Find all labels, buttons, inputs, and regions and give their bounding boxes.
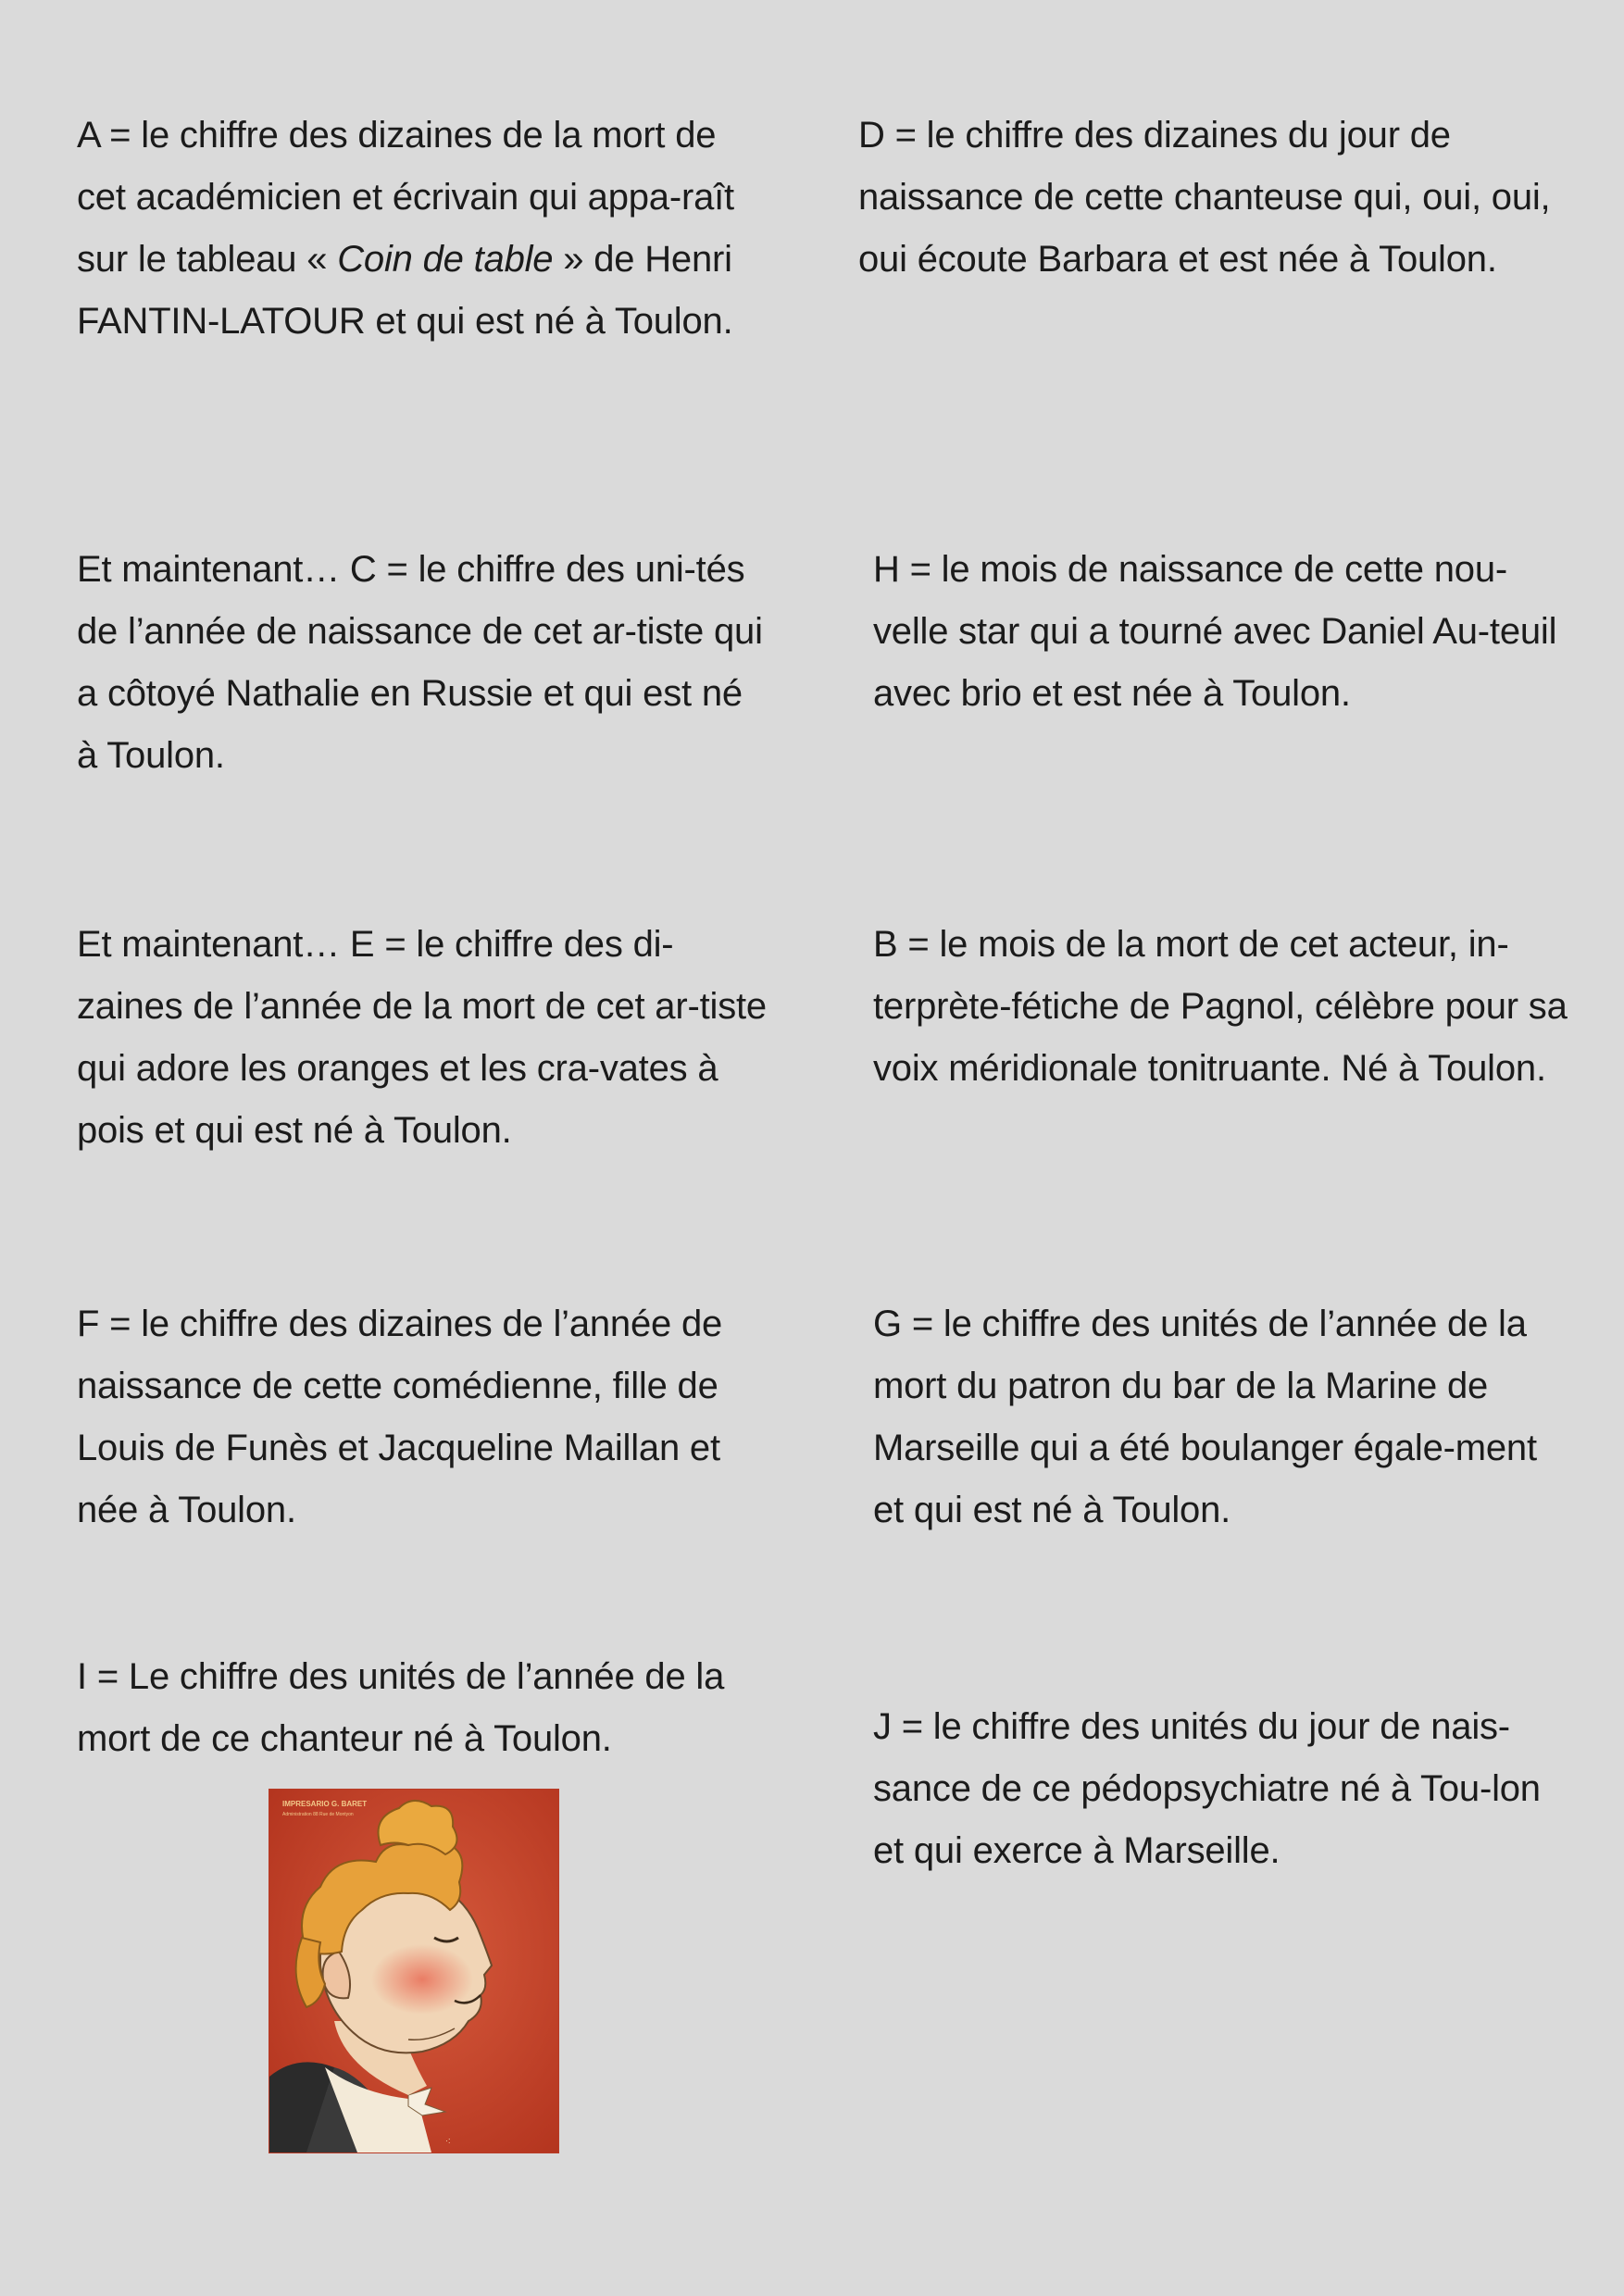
caricature-illustration — [269, 1790, 558, 2152]
painting-title: Coin de table — [337, 239, 554, 280]
clue-a — [77, 105, 771, 353]
svg-text:·:: ·: — [445, 2136, 451, 2145]
clue-a-text: A = le chiffre des dizaines de la mort de cet académicien et écrivain qui appa-raît sur le tableau « — [77, 115, 734, 280]
clue-i: I = Le chiffre des unités de l’année de la mort de ce chanteur né à Toulon. — [77, 1656, 725, 1759]
clue-e: Et maintenant… E = le chiffre des di-zaines de l’année de la mort de cet ar-tiste qui adore les oranges et les cra-vates à pois et qui est né à Toulon. — [77, 924, 767, 1151]
clue-d: D = le chiffre des dizaines du jour de naissance de cette chanteuse qui, oui, oui, oui écoute Barbara et est née à Toulon. — [858, 115, 1551, 280]
clue-b: B = le mois de la mort de cet acteur, in-terprète-fétiche de Pagnol, célèbre pour sa voix méridionale tonitruante. Né à Toulon. — [873, 924, 1568, 1089]
clue-f: F = le chiffre des dizaines de l’année de naissance de cette comédienne, fille de Louis de Funès et Jacqueline Maillan et née à Toulon. — [77, 1304, 723, 1530]
clue-c: Et maintenant… C = le chiffre des uni-tés de l’année de naissance de cet ar-tiste qui a côtoyé Nathalie en Russie et qui est né à Toulon. — [77, 549, 763, 776]
clue-a-text-end: » de Henri FANTIN-LATOUR et qui est né à Toulon. — [77, 239, 733, 342]
clue-h: H = le mois de naissance de cette nou-velle star qui a tourné avec Daniel Au-teuil avec brio et est née à Toulon. — [873, 549, 1557, 714]
poster-subcaption: Administration 88 Rue de Montyon — [282, 1812, 354, 1817]
poster-caption: IMPRESARIO G. BARET — [282, 1800, 368, 1808]
clue-g: G = le chiffre des unités de l’année de la mort du patron du bar de la Marine de Marseille qui a été boulanger égale-ment et qui est né à Toulon. — [873, 1304, 1537, 1530]
clue-j: J = le chiffre des unités du jour de nais-sance de ce pédopsychiatre né à Tou-lon et qui exerce à Marseille. — [873, 1706, 1541, 1871]
caricature-poster — [269, 1790, 558, 2152]
